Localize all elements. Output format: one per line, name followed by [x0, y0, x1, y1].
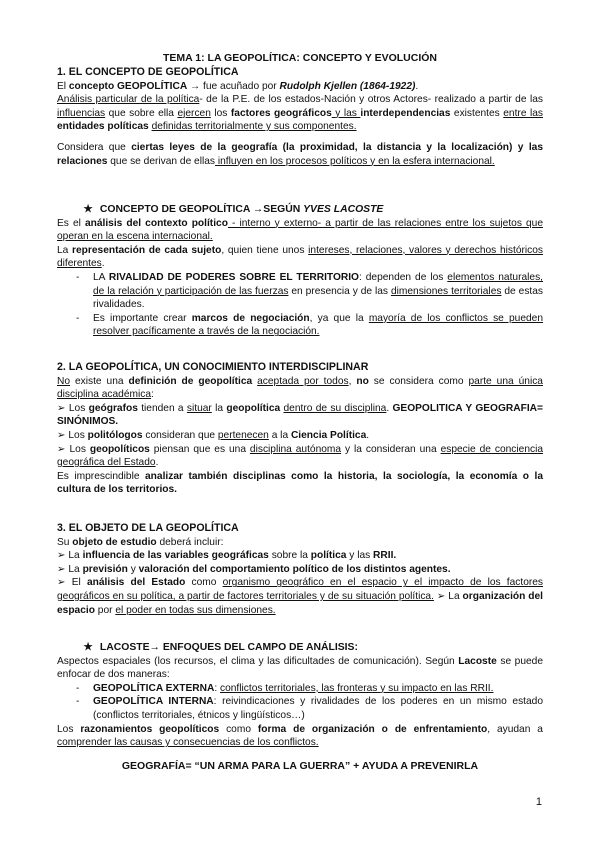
arrow-bullet-icon: ➢	[57, 550, 66, 562]
conclusion-paragraph	[57, 470, 543, 497]
text: GEOPOLITICA Y GEOGRAFIA= SINÓNIMOS.	[57, 402, 543, 428]
text: , ya que la	[309, 312, 369, 324]
text: - de la P.E. de los estados-Nación y otros Actores- realizado a partir de las	[199, 94, 543, 106]
author-name: Rudolph Kjellen (1864-1922)	[279, 80, 416, 92]
text: se considera como	[368, 375, 469, 387]
text: análisis del contexto político	[84, 217, 228, 229]
text: aceptada por todos	[257, 375, 349, 387]
text: conflictos territoriales, las fronteras y su impacto en las RRII.	[220, 682, 494, 694]
section-1	[57, 66, 543, 168]
text: La	[57, 244, 73, 256]
text: marcos de negociación	[191, 312, 310, 324]
text: La	[445, 590, 463, 602]
text: la	[211, 402, 227, 414]
dash-bullet: -	[76, 682, 80, 694]
dash-bullet: -	[76, 271, 80, 283]
text: concepto GEOPOLÍTICA	[68, 80, 188, 92]
text: dimensiones territoriales	[390, 285, 502, 297]
text: influencia de las variables geográficas	[82, 550, 269, 562]
dash-bullet: -	[76, 696, 80, 708]
text: Los	[57, 723, 81, 735]
text: geopolítica	[226, 402, 281, 414]
text: Es imprescindible	[57, 470, 146, 482]
text: análisis del Estado	[86, 577, 186, 589]
text: pertenecen	[217, 429, 269, 441]
text: → fue acuñado por	[187, 80, 280, 92]
text: y la consideran una	[341, 443, 441, 455]
text: ejercen	[177, 107, 211, 119]
text: .	[386, 402, 393, 414]
text: Es importante crear	[93, 312, 192, 324]
text: definidas territorialmente y sus componentes.	[151, 121, 357, 133]
closing-statement: GEOGRAFÍA= “UN ARMA PARA LA GUERRA” + AYUDA A PREVENIRLA	[121, 760, 479, 772]
text: en presencia y de las	[288, 285, 391, 297]
text: : reivindicaciones y rivalidades de los poderes en un mismo estado (conflictos territoriales, étnicos y lingüísticos…)	[93, 696, 543, 721]
text: LACOSTE→ ENFOQUES DEL CAMPO DE ANÁLISIS:	[99, 642, 358, 653]
text: geógrafos	[88, 402, 138, 414]
text: ciertas leyes de la geografía (la proximidad, la distancia y la localización) y las relaciones	[57, 141, 543, 167]
approaches-list	[57, 682, 543, 723]
text: a la	[268, 429, 291, 441]
text: RIVALIDAD DE PODERES SOBRE EL TERRITORIO	[108, 271, 359, 283]
text: forma de organización o de enfrentamiento	[257, 723, 488, 735]
text: como	[185, 577, 223, 589]
section-2	[57, 361, 543, 497]
text: se puede enfocar de dos maneras:	[57, 655, 544, 681]
text: previsión	[82, 563, 128, 575]
arrow-bullet-icon: ➢	[57, 402, 66, 414]
section-1-heading: 1. EL CONCEPTO DE GEOPOLÍTICA	[57, 66, 239, 78]
text: El	[57, 80, 69, 92]
text: y	[127, 563, 139, 575]
text: :	[151, 389, 154, 401]
arrow-item	[57, 443, 543, 470]
concept-line	[57, 80, 543, 94]
text: comprender las causas y consecuencias de los conflictos.	[57, 737, 319, 749]
text: sobre la	[268, 550, 311, 562]
section-3-heading: 3. EL OBJETO DE LA GEOPOLÍTICA	[57, 522, 239, 534]
text: : dependen de los	[358, 271, 448, 283]
text: definición de geopolítica	[128, 375, 253, 387]
text: , quien tiene unos	[221, 244, 309, 256]
arrow-item	[57, 402, 543, 429]
text: CONCEPTO DE GEOPOLÍTICA →SEGÚN	[99, 204, 304, 215]
text: y las	[331, 107, 361, 119]
text: por	[94, 604, 116, 616]
text: especie de conciencia geográfica del Estado	[57, 443, 544, 469]
list-item	[76, 695, 543, 722]
text: Su	[57, 536, 73, 548]
text: entidades políticas	[57, 121, 149, 133]
text: :	[214, 682, 220, 694]
text: existentes	[450, 107, 504, 119]
text: razonamientos geopolíticos	[80, 723, 220, 735]
section-3	[57, 522, 543, 617]
text: organismo geográfico en el espacio y el impacto de los factores geográficos en su política, a partir de factores territoriales y de su situación política.	[57, 577, 544, 602]
text: interdependencias	[360, 107, 451, 119]
lacoste-approaches-heading	[57, 641, 543, 655]
text: los	[210, 107, 231, 119]
text: Aspectos espaciales (los recursos, el clima y las dificultades de comunicación). Según	[57, 655, 459, 667]
text: y las	[346, 550, 374, 562]
text: representación de cada sujeto	[72, 244, 222, 256]
text: GEOPOLÍTICA EXTERNA	[93, 682, 215, 694]
representation-paragraph	[57, 244, 543, 271]
arrow-item	[57, 429, 543, 443]
text: Análisis particular de la política	[57, 94, 200, 106]
definition-paragraph	[57, 93, 543, 134]
text: Es el	[57, 217, 85, 229]
text: factores geográficos	[230, 107, 332, 119]
text: RRII.	[373, 550, 397, 562]
arrow-bullet-icon: ➢	[57, 577, 66, 589]
text: que sobre ella	[105, 107, 178, 119]
text: GEOPOLÍTICA INTERNA	[93, 696, 214, 708]
arrow-item	[57, 576, 543, 617]
list-item	[76, 271, 543, 312]
text: - interno y externo- a partir de las relaciones entre los sujetos que operan en la escena internacional.	[57, 217, 543, 243]
text: piensan que es una	[149, 443, 250, 455]
text: influyen en los procesos políticos y en la esfera internacional.	[215, 155, 495, 167]
text: Los	[68, 429, 88, 441]
document-title: TEMA 1: LA GEOPOLÍTICA: CONCEPTO Y EVOLUCIÓN	[163, 52, 437, 64]
arrow-bullet-icon: ➢	[57, 443, 66, 455]
text: valoración del comportamiento político de los distintos agentes.	[138, 563, 451, 575]
text: La	[68, 563, 83, 575]
definition-intro	[57, 375, 543, 402]
text: Considera que	[57, 141, 132, 153]
text: el poder en todas sus dimensiones.	[115, 604, 276, 616]
analysis-paragraph	[57, 217, 543, 244]
text: politólogos	[87, 429, 143, 441]
text: dentro de su disciplina	[283, 402, 387, 414]
text: ,	[348, 375, 357, 387]
text: LA	[93, 271, 109, 283]
list-item	[76, 312, 543, 339]
text: existe una	[70, 375, 129, 387]
reasoning-paragraph	[57, 723, 543, 750]
star-icon: ★	[83, 204, 93, 215]
text: YVES LACOSTE	[303, 204, 384, 215]
dash-bullet: -	[76, 312, 80, 324]
text: La	[68, 550, 83, 562]
text: elementos naturales, de la relación y participación de las fuerzas	[93, 271, 543, 297]
text: entre las	[503, 107, 544, 119]
text: parte una única disciplina académica	[57, 375, 543, 401]
text: Los	[69, 443, 90, 455]
page-number: 1	[535, 796, 542, 808]
text: No	[57, 375, 71, 387]
text: consideran que	[142, 429, 218, 441]
text: Ciencia Política	[290, 429, 367, 441]
star-icon: ★	[83, 642, 93, 653]
text: Lacoste	[458, 655, 497, 667]
text: de estas rivalidades.	[93, 285, 543, 311]
arrow-bullet-icon: ➢	[57, 563, 66, 575]
text: política	[310, 550, 347, 562]
text: objeto de estudio	[72, 536, 157, 548]
text: influencias	[57, 107, 106, 119]
text: situar	[186, 402, 212, 414]
section-lacoste-approaches	[57, 641, 543, 750]
text: El	[71, 577, 87, 589]
arrow-item	[57, 563, 543, 577]
section-lacoste-concept	[57, 203, 543, 339]
text: disciplina autónoma	[249, 443, 342, 455]
text: intereses, relaciones, valores y derechos históricos diferentes	[57, 244, 544, 270]
text: .	[155, 457, 159, 469]
object-intro	[57, 536, 543, 550]
arrow-bullet-icon: ➢	[57, 429, 66, 441]
text: .	[101, 258, 105, 270]
text: .	[366, 429, 370, 441]
text: analizar también disciplinas como la historia, la sociología, la economía o la cultura de los territorios.	[57, 470, 543, 496]
text: .	[415, 80, 419, 92]
arrow-bullet-icon: ➢	[436, 590, 446, 602]
list-item	[76, 682, 543, 696]
arrow-item	[57, 549, 543, 563]
text: no	[356, 375, 369, 387]
text: Los	[68, 402, 89, 414]
text: , ayudan a	[487, 723, 543, 735]
text: mayoría de los conflictos se pueden resolver pacíficamente a través de la negociación.	[93, 312, 544, 338]
text: tienden a	[137, 402, 187, 414]
aspects-paragraph	[57, 655, 543, 682]
lacoste-list	[57, 271, 543, 339]
laws-paragraph	[57, 141, 543, 168]
text: deberá incluir:	[156, 536, 224, 548]
section-2-heading: 2. LA GEOPOLÍTICA, UN CONOCIMIENTO INTERDISCIPLINAR	[57, 361, 369, 373]
text: como	[219, 723, 258, 735]
text: que se derivan de ellas	[107, 155, 216, 167]
text: organización del espacio	[57, 590, 543, 616]
text: geopolíticos	[89, 443, 150, 455]
lacoste-concept-heading	[57, 203, 543, 217]
